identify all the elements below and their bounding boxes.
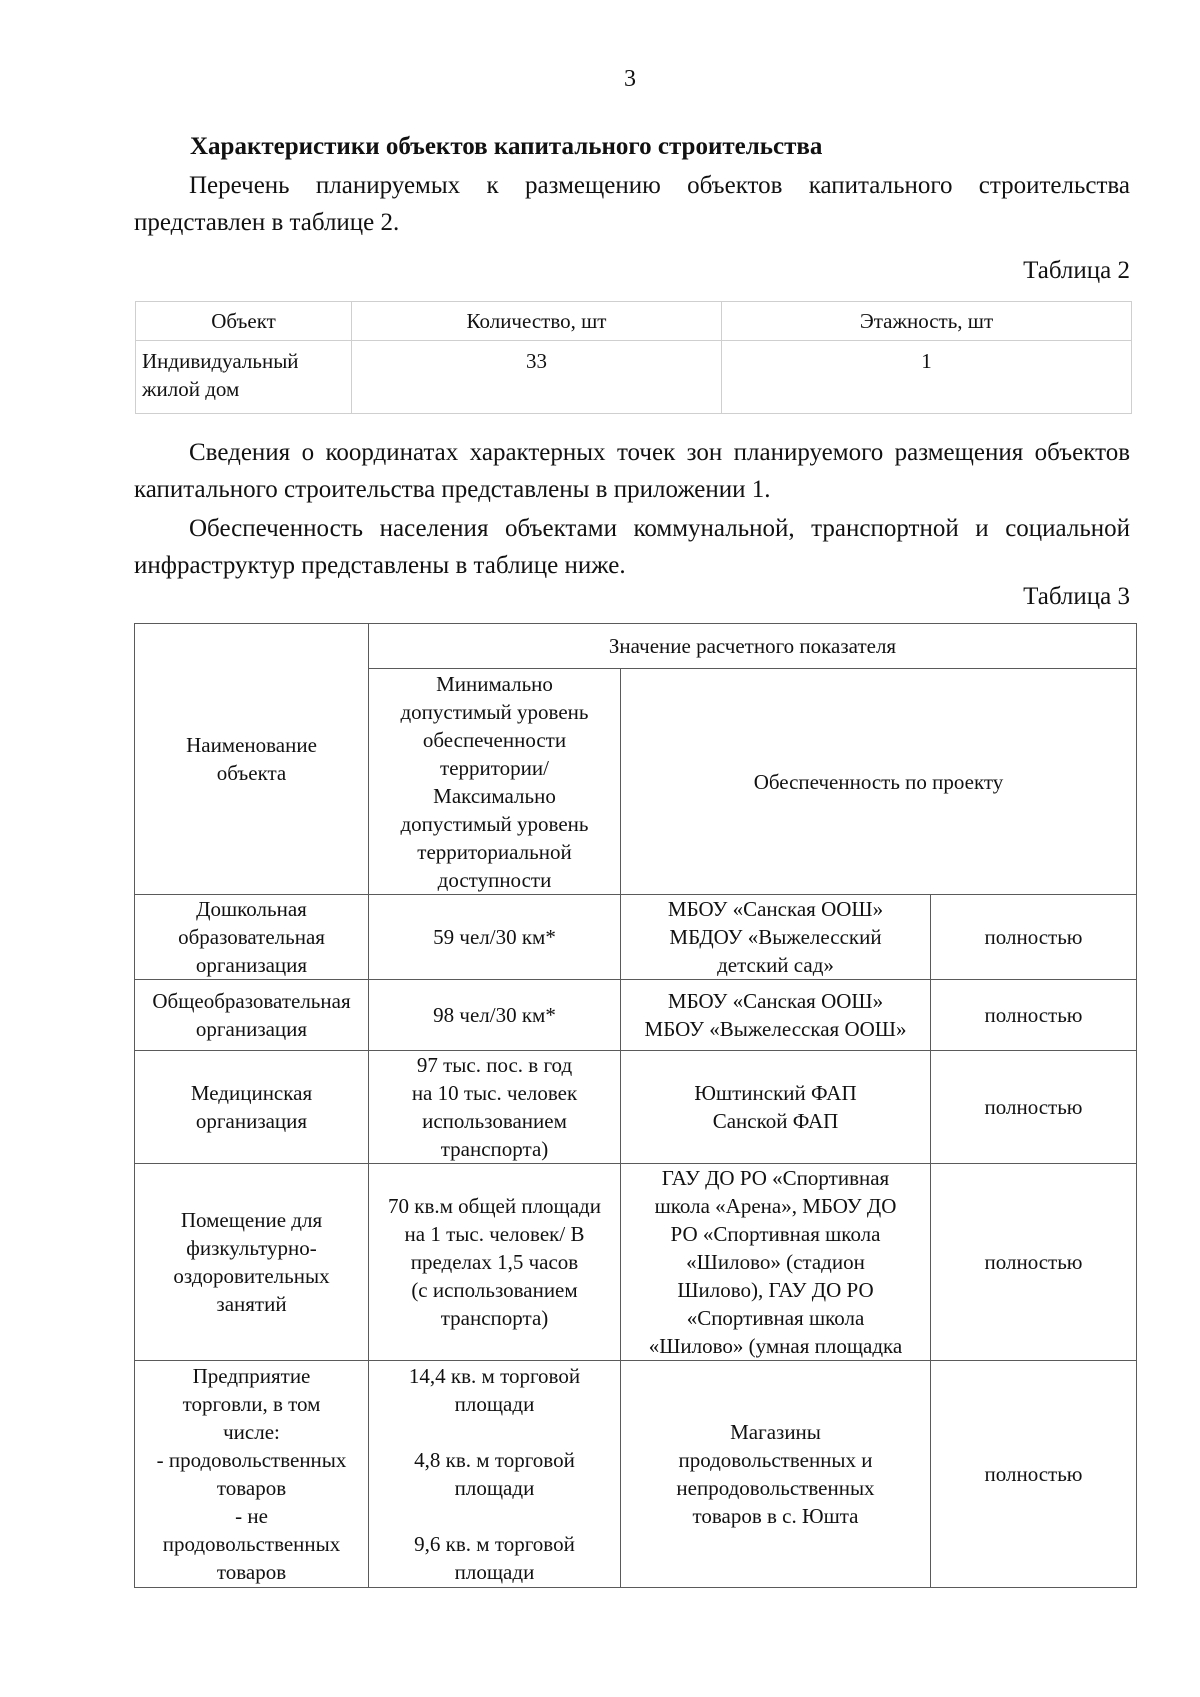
table2-header-row (136, 302, 1132, 341)
table3-header-row-1 (135, 624, 1137, 669)
table3-value-cell: 98 чел/30 км* (369, 980, 621, 1051)
table3-provider-cell: МБОУ «Санская ООШ» МБДОУ «Выжелесский детский сад» (621, 895, 931, 980)
table3-header-name: Наименование объекта (135, 624, 369, 895)
table3-name-cell: Дошкольная образовательная организация (135, 895, 369, 980)
table-row (135, 1051, 1137, 1164)
table-3 (134, 623, 1137, 1588)
table3-provider-cell: Юштинский ФАП Санской ФАП (621, 1051, 931, 1164)
table3-header-project: Обеспеченность по проекту (621, 669, 1137, 895)
table2-caption: Таблица 2 (1023, 257, 1130, 284)
table3-status-cell: полностью (931, 1051, 1137, 1164)
table3-caption: Таблица 3 (1023, 583, 1130, 610)
page-number: 3 (624, 66, 636, 92)
table3-value-cell: 97 тыс. пос. в год на 10 тыс. человек использованием транспорта) (369, 1051, 621, 1164)
table3-name-cell: Помещение для физкультурно- оздоровительных занятий (135, 1164, 369, 1361)
table3-status-cell: полностью (931, 1361, 1137, 1588)
paragraph-1 (134, 167, 1130, 241)
section-title: Характеристики объектов капитального строительства (190, 133, 823, 160)
table-row (135, 980, 1137, 1051)
table-row (136, 341, 1132, 414)
table3-status-cell: полностью (931, 895, 1137, 980)
table3-value-cell: 70 кв.м общей площади на 1 тыс. человек/ В пределах 1,5 часов (с использованием транспорта) (369, 1164, 621, 1361)
table2-header-floors: Этажность, шт (722, 302, 1132, 341)
table3-name-cell: Предприятие торговли, в том числе: - продовольственных товаров - не продовольственных товаров (135, 1361, 369, 1588)
table2-object-cell: Индивидуальный жилой дом (136, 341, 352, 414)
table2-header-object: Объект (136, 302, 352, 341)
table3-provider-cell: Магазины продовольственных и непродовольственных товаров в с. Юшта (621, 1361, 931, 1588)
table3-status-cell: полностью (931, 980, 1137, 1051)
table3-header-min: Минимально допустимый уровень обеспеченности территории/ Максимально допустимый уровень территориальной доступности (369, 669, 621, 895)
paragraph-2 (134, 434, 1130, 508)
paragraph-2-text: Сведения о координатах характерных точек зон планируемого размещения объектов капитального строительства представлены в приложении 1. (134, 439, 1130, 503)
table3-value-cell: 14,4 кв. м торговой площади 4,8 кв. м торговой площади 9,6 кв. м торговой площади (369, 1361, 621, 1588)
table2-floors-cell: 1 (722, 341, 1132, 414)
table2-count-cell: 33 (352, 341, 722, 414)
table-row (135, 1361, 1137, 1588)
table3-name-cell: Медицинская организация (135, 1051, 369, 1164)
table3-name-cell: Общеобразовательная организация (135, 980, 369, 1051)
table-row (135, 895, 1137, 980)
table3-header-group: Значение расчетного показателя (369, 624, 1137, 669)
paragraph-3 (134, 510, 1130, 584)
table3-provider-cell: ГАУ ДО РО «Спортивная школа «Арена», МБОУ ДО РО «Спортивная школа «Шилово» (стадион Шилово), ГАУ ДО РО «Спортивная школа «Шилово» (умная площадка (621, 1164, 931, 1361)
table2-header-count: Количество, шт (352, 302, 722, 341)
paragraph-1-text: Перечень планируемых к размещению объектов капитального строительства представлен в таблице 2. (134, 172, 1130, 236)
table3-status-cell: полностью (931, 1164, 1137, 1361)
paragraph-3-text: Обеспеченность населения объектами коммунальной, транспортной и социальной инфраструктур представлены в таблице ниже. (134, 515, 1130, 579)
table3-provider-cell: МБОУ «Санская ООШ» МБОУ «Выжелесская ООШ» (621, 980, 931, 1051)
table3-value-cell: 59 чел/30 км* (369, 895, 621, 980)
table-2 (135, 301, 1132, 414)
table-row (135, 1164, 1137, 1361)
